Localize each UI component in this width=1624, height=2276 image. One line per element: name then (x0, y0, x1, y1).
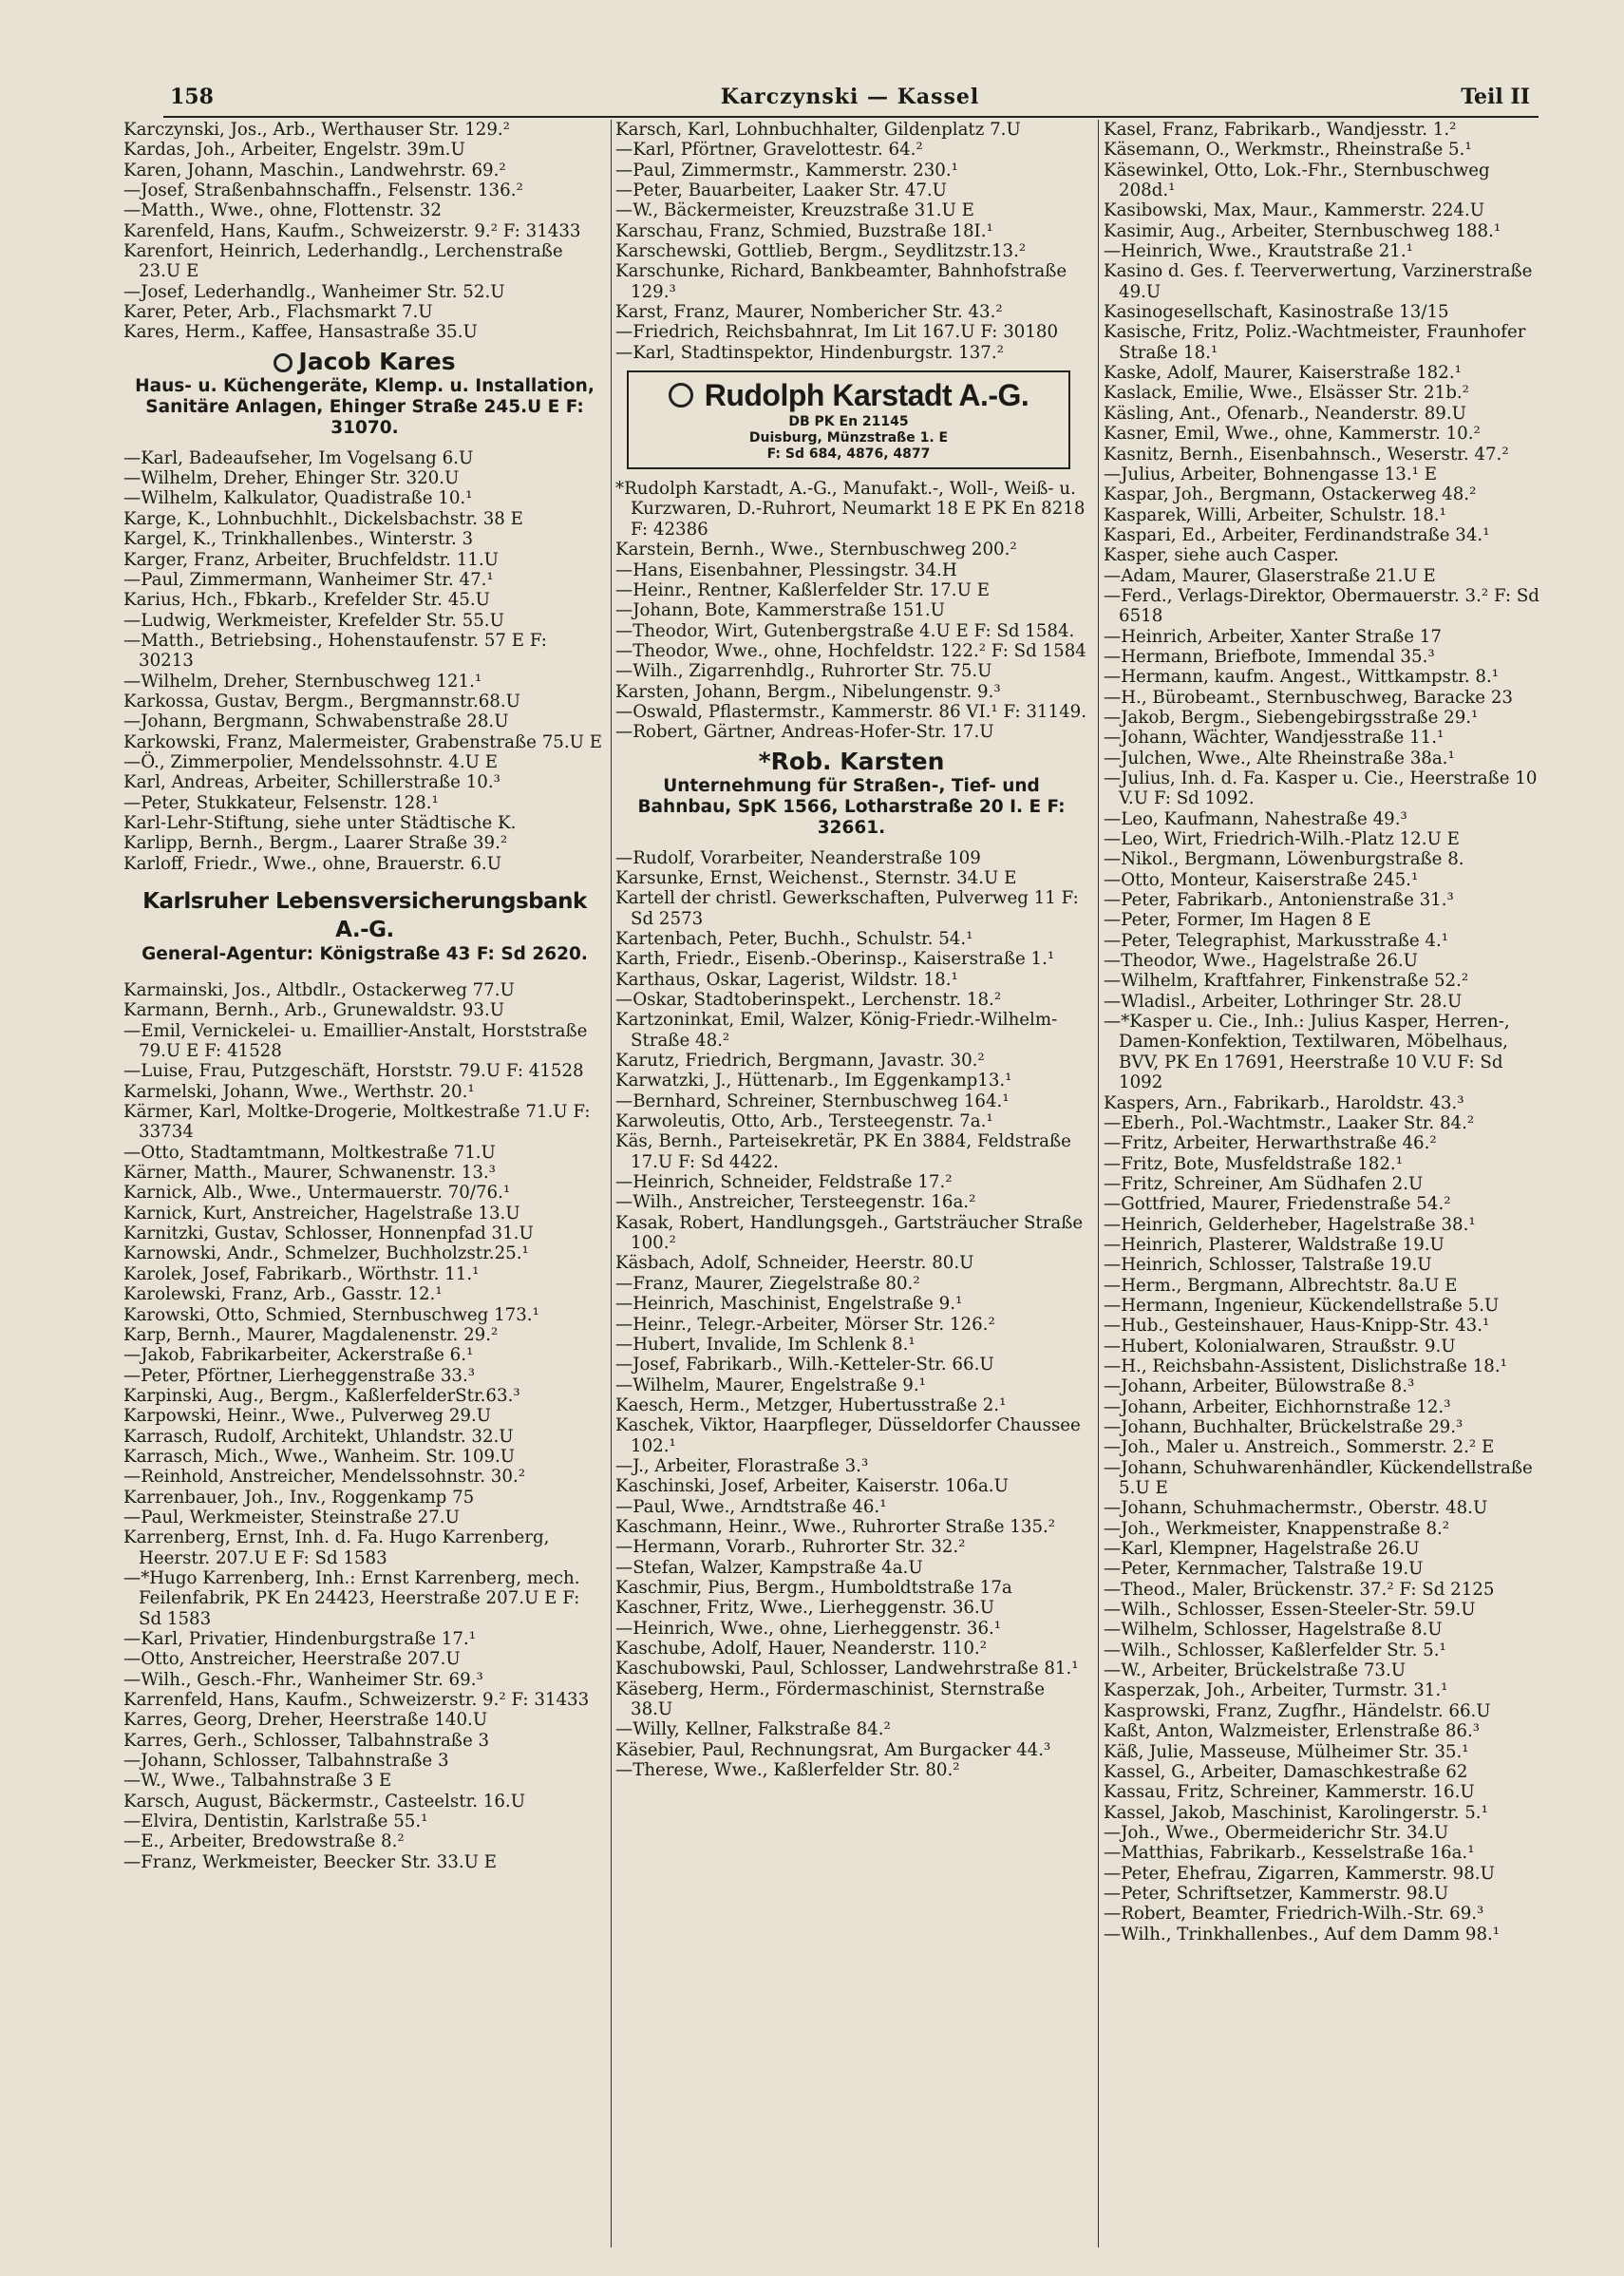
directory-entry: —Karl, Klempner, Hagelstraße 26.U (1104, 1539, 1420, 1560)
directory-entry: Karstein, Bernh., Wwe., Sternbuschweg 200.² (615, 540, 1017, 560)
directory-entry: —Peter, Fabrikarb., Antonienstraße 31.³ (1104, 890, 1454, 911)
directory-entry: Karschewski, Gottlieb, Bergm., Seydlitzstr.13.² (615, 241, 1027, 262)
directory-entry: Karres, Gerh., Schlosser, Talbahnstraße 3 (123, 1730, 490, 1751)
directory-entry: Kaßt, Anton, Walzmeister, Erlenstraße 86.³ (1104, 1721, 1481, 1742)
directory-entry: —Joh., Werkmeister, Knappenstraße 8.² (1104, 1518, 1450, 1539)
directory-entry: Karmelski, Johann, Wwe., Werthstr. 20.¹ (123, 1081, 475, 1102)
directory-entry: —Wilhelm, Kraftfahrer, Finkenstraße 52.² (1104, 971, 1469, 992)
directory-entry: —Hans, Eisenbahner, Plessingstr. 34.H (615, 560, 957, 580)
advertisement-line: F: Sd 684, 4876, 4877 (766, 446, 931, 463)
directory-entry: —Adam, Maurer, Glaserstraße 21.U E (1104, 565, 1436, 586)
directory-entry: Karmainski, Jos., Altbdlr., Ostackerweg 77.U (123, 980, 515, 1000)
directory-entry: —W., Arbeiter, Brückelstraße 73.U (1104, 1660, 1407, 1681)
directory-entry: Karp, Bernh., Maurer, Magdalenenstr. 29.² (123, 1324, 499, 1345)
directory-entry: —Johann, Schuhwarenhändler, Kückendellstraße 5.U E (1104, 1457, 1533, 1499)
directory-entry: Karenfeld, Hans, Kaufm., Schweizerstr. 9.² F: 31433 (123, 220, 581, 241)
column-divider (1098, 120, 1099, 2248)
directory-entry: —Johann, Arbeiter, Bülowstraße 8.³ (1104, 1376, 1415, 1397)
directory-entry: —Rudolf, Vorarbeiter, Neanderstraße 109 (615, 847, 981, 868)
directory-entry: Kasner, Emil, Wwe., ohne, Kammerstr. 10.² (1104, 424, 1481, 445)
directory-entry: Karkossa, Gustav, Bergm., Bergmannstr.68.U (123, 691, 520, 711)
directory-entry: Kartzoninkat, Emil, Walzer, König-Friedr.-Wilhelm-Straße 48.² (615, 1010, 1058, 1051)
directory-entry: Kasel, Franz, Fabrikarb., Wandjesstr. 1.² (1104, 120, 1457, 140)
directory-entry: —Wilhelm, Dreher, Ehinger Str. 320.U (123, 468, 460, 489)
directory-entry: —Franz, Maurer, Ziegelstraße 80.² (615, 1273, 920, 1294)
directory-entry: —Elvira, Dentistin, Karlstraße 55.¹ (123, 1811, 428, 1832)
directory-entry: —Theodor, Wirt, Gutenbergstraße 4.U E F: Sd 1584. (615, 620, 1075, 641)
directory-entry: —Robert, Gärtner, Andreas-Hofer-Str. 17.U (615, 722, 994, 743)
directory-entry: Karenfort, Heinrich, Lederhandlg., Lerchenstraße 23.U E (123, 241, 563, 282)
directory-entry: —Johann, Schlosser, Talbahnstraße 3 (123, 1751, 449, 1772)
directory-entry: —Gottfried, Maurer, Friedenstraße 54.² (1104, 1194, 1451, 1215)
directory-entry: Käseberg, Herm., Fördermaschinist, Sternstraße 38.U (615, 1679, 1046, 1720)
running-title: Karczynski — Kassel (720, 85, 980, 109)
directory-entry: Karmann, Bernh., Arb., Grunewaldstr. 93.U (123, 1000, 505, 1021)
directory-entry: —Peter, Bauarbeiter, Laaker Str. 47.U (615, 180, 948, 201)
directory-entry: —Wladisl., Arbeiter, Lothringer Str. 28.U (1104, 991, 1463, 1012)
directory-entry: —Heinr., Rentner, Kaßlerfelder Str. 17.U E (615, 579, 990, 600)
directory-entry: —Matth., Wwe., ohne, Flottenstr. 32 (123, 200, 442, 221)
directory-entry: Karschau, Franz, Schmied, Buzstraße 18I.¹ (615, 220, 993, 241)
directory-entry: —Hub., Gesteinshauer, Haus-Knipp-Str. 43.¹ (1104, 1316, 1490, 1337)
directory-entry: —Paul, Werkmeister, Steinstraße 27.U (123, 1507, 460, 1527)
directory-entry: —Luise, Frau, Putzgeschäft, Horststr. 79.U F: 41528 (123, 1061, 584, 1082)
directory-entry: —Hubert, Invalide, Im Schlenk 8.¹ (615, 1334, 916, 1355)
directory-entry: —Wilh., Schlosser, Kaßlerfelder Str. 5.¹ (1104, 1640, 1446, 1660)
directory-entry: —Heinrich, Plasterer, Waldstraße 19.U (1104, 1234, 1445, 1255)
directory-entry: Karth, Friedr., Eisenb.-Oberinsp., Kaiserstraße 1.¹ (615, 949, 1055, 970)
directory-entry: —Karl, Pförtner, Gravelottestr. 64.² (615, 140, 923, 161)
directory-entry: —Bernhard, Schreiner, Sternbuschweg 164.¹ (615, 1091, 1010, 1111)
directory-entry: —Fritz, Schreiner, Am Südhafen 2.U (1104, 1173, 1424, 1194)
directory-entry: Käs, Bernh., Parteisekretär, PK En 3884, Feldstraße 17.U F: Sd 4422. (615, 1131, 1071, 1172)
directory-entry: —Leo, Wirt, Friedrich-Wilh.-Platz 12.U E (1104, 829, 1460, 850)
directory-entry: Karthaus, Oskar, Lagerist, Wildstr. 18.¹ (615, 969, 958, 990)
directory-entry: Karl, Andreas, Arbeiter, Schillerstraße 10.³ (123, 772, 500, 793)
directory-entry: —Peter, Former, Im Hagen 8 E (1104, 910, 1371, 931)
column-1 (123, 120, 606, 2248)
directory-entry: Karger, Franz, Arbeiter, Bruchfeldstr. 11.U (123, 549, 499, 570)
directory-entry: —Karl, Stadtinspektor, Hindenburgstr. 137.² (615, 342, 1004, 363)
directory-entry: Kaschube, Adolf, Hauer, Neanderstr. 110.² (615, 1639, 987, 1659)
directory-entry: —Wilhelm, Schlosser, Hagelstraße 8.U (1104, 1620, 1443, 1641)
directory-entry: —Fritz, Bote, Musfeldstraße 182.¹ (1104, 1153, 1404, 1174)
directory-entry: Karrenbauer, Joh., Inv., Roggenkamp 75 (123, 1487, 475, 1508)
directory-entry: Kassau, Fritz, Schreiner, Kammerstr. 16.U (1104, 1782, 1475, 1803)
column-2 (615, 120, 1087, 2248)
directory-entry: —Oswald, Pflastermstr., Kammerstr. 86 VI.¹ F: 31149. (615, 701, 1086, 722)
page-number: 158 (170, 85, 214, 109)
directory-entry: —Herm., Bergmann, Albrechtstr. 8a.U E (1104, 1275, 1458, 1296)
directory-entry: Kaspari, Ed., Arbeiter, Ferdinandstraße 34.¹ (1104, 524, 1490, 545)
directory-entry: —Franz, Werkmeister, Beecker Str. 33.U E (123, 1851, 498, 1872)
part-label: Teil II (1461, 85, 1530, 109)
directory-entry: —Jakob, Bergm., Siebengebirgsstraße 29.¹ (1104, 707, 1479, 728)
directory-entry: Kärmer, Karl, Moltke-Drogerie, Moltkestraße 71.U F: 33734 (123, 1102, 591, 1143)
directory-entry: *Rudolph Karstadt, A.-G., Manufakt.-, Woll-, Weiß- u. Kurzwaren, D.-Ruhrort, Neumarkt 18 E PK En 8218 F: 42386 (615, 479, 1086, 540)
directory-entry: —*Kasper u. Cie., Inh.: Julius Kasper, Herren-, Damen-Konfektion, Textilwaren, Möbelhaus, BVV, PK En 17691, Heerstraße 10 V.U F: Sd 1092 (1104, 1012, 1510, 1093)
directory-entry: —Peter, Telegraphist, Markusstraße 4.¹ (1104, 930, 1449, 951)
directory-entry: Kasino d. Ges. f. Teerverwertung, Varzinerstraße 49.U (1104, 261, 1533, 302)
column-divider (611, 120, 612, 2248)
directory-entry: Kasperzak, Joh., Arbeiter, Turmstr. 31.¹ (1104, 1680, 1448, 1701)
directory-entry: Kasinogesellschaft, Kasinostraße 13/15 (1104, 302, 1449, 323)
directory-entry: —Otto, Anstreicher, Heerstraße 207.U (123, 1649, 461, 1670)
advertisement-line: DB PK En 21145 (788, 414, 909, 430)
directory-entry: —Peter, Pförtner, Lierheggenstraße 33.³ (123, 1365, 476, 1386)
directory-entry: Karer, Peter, Arb., Flachsmarkt 7.U (123, 302, 433, 323)
directory-entry: Kaesch, Herm., Metzger, Hubertusstraße 2.¹ (615, 1394, 1007, 1415)
directory-entry: Karl-Lehr-Stiftung, siehe unter Städtische K. (123, 812, 517, 833)
directory-entry: —Heinrich, Wwe., ohne, Lierheggenstr. 36.¹ (615, 1618, 1002, 1639)
directory-entry: —Hermann, kaufm. Angest., Wittkampstr. 8.¹ (1104, 667, 1500, 688)
directory-entry: —E., Arbeiter, Bredowstraße 8.² (123, 1831, 405, 1852)
directory-entry: Kaspers, Arn., Fabrikarb., Haroldstr. 43.³ (1104, 1092, 1464, 1113)
directory-entry: —Peter, Kernmacher, Talstraße 19.U (1104, 1559, 1424, 1580)
directory-entry: Karrenberg, Ernst, Inh. d. Fa. Hugo Karrenberg, Heerstr. 207.U E F: Sd 1583 (123, 1527, 550, 1568)
business-advertisement (615, 748, 1087, 839)
directory-entry: —H., Reichsbahn-Assistent, Dislichstraße 18.¹ (1104, 1356, 1507, 1376)
directory-entry: —Nikol., Bergmann, Löwenburgstraße 8. (1104, 849, 1464, 870)
directory-entry: —W., Bäckermeister, Kreuzstraße 31.U E (615, 200, 974, 221)
directory-entry: —Heinrich, Wwe., Krautstraße 21.¹ (1104, 241, 1413, 262)
directory-entry: —Johann, Bergmann, Schwabenstraße 28.U (123, 711, 509, 732)
directory-entry: —Otto, Monteur, Kaiserstraße 245.¹ (1104, 869, 1419, 890)
directory-entry: —Peter, Stukkateur, Felsenstr. 128.¹ (123, 792, 439, 813)
directory-entry: Karolek, Josef, Fabrikarb., Wörthstr. 11.¹ (123, 1263, 480, 1284)
directory-entry: —Josef, Straßenbahnschaffn., Felsenstr. 136.² (123, 180, 523, 201)
advertisement-title (634, 376, 1063, 414)
directory-entry: —Wilh., Anstreicher, Tersteegenstr. 16a.² (615, 1192, 976, 1213)
directory-entry: Käsling, Ant., Ofenarb., Neanderstr. 89.U (1104, 403, 1466, 424)
directory-entry: —Otto, Stadtamtmann, Moltkestraße 71.U (123, 1142, 496, 1163)
directory-entry: —Hermann, Briefbote, Immendal 35.³ (1104, 646, 1435, 667)
directory-entry: Karge, K., Lohnbuchhlt., Dickelsbachstr. 38 E (123, 508, 523, 529)
directory-entry: Karschunke, Richard, Bankbeamter, Bahnhofstraße 129.³ (615, 261, 1067, 302)
directory-entry: Karlipp, Bernh., Bergm., Laarer Straße 39.² (123, 833, 508, 854)
directory-entry: —Peter, Schriftsetzer, Kammerstr. 98.U (1104, 1883, 1449, 1904)
directory-entry: Käsewinkel, Otto, Lok.-Fhr., Sternbuschweg 208d.¹ (1104, 160, 1490, 201)
directory-entry: Käsebier, Paul, Rechnungsrat, Am Burgacker 44.³ (615, 1739, 1051, 1760)
directory-entry: Karowski, Otto, Schmied, Sternbuschweg 173.¹ (123, 1304, 539, 1325)
advertisement-title (123, 348, 606, 376)
directory-entry: —Friedrich, Reichsbahnrat, Im Lit 167.U F: 30180 (615, 322, 1059, 343)
directory-entry: —*Hugo Karrenberg, Inh.: Ernst Karrenberg, mech. Feilenfabrik, PK En 24423, Heerstraße 207.U E F: Sd 1583 (123, 1567, 580, 1629)
directory-entry: —Ferd., Verlags-Direktor, Obermauerstr. 3.² F: Sd 6518 (1104, 585, 1539, 627)
directory-entry: —Fritz, Arbeiter, Herwarthstraße 46.² (1104, 1133, 1437, 1154)
directory-entry: —Theod., Maler, Brückenstr. 37.² F: Sd 2125 (1104, 1579, 1495, 1600)
directory-entry: Kaschek, Viktor, Haarpfleger, Düsseldorfer Chaussee 102.¹ (615, 1415, 1081, 1456)
directory-entry: —Theodor, Wwe., ohne, Hochfeldstr. 122.² F: Sd 1584 (615, 640, 1086, 661)
page-header (166, 81, 1534, 119)
directory-entry: —Heinr., Telegr.-Arbeiter, Mörser Str. 126.² (615, 1314, 995, 1335)
directory-entry: —Johann, Buchhalter, Brückelstraße 29.³ (1104, 1417, 1463, 1437)
directory-entry: —Joh., Maler u. Anstreich., Sommerstr. 2.² E (1104, 1437, 1495, 1458)
directory-entry: Kassel, Jakob, Maschinist, Karolingerstr. 5.¹ (1104, 1802, 1488, 1823)
directory-entry: —Karl, Badeaufseher, Im Vogelsang 6.U (123, 447, 474, 468)
directory-entry: —Matth., Betriebsing., Hohenstaufenstr. 57 E F: 30213 (123, 630, 547, 672)
directory-entry: Kasibowski, Max, Maur., Kammerstr. 224.U (1104, 200, 1485, 221)
directory-entry: Kaspar, Joh., Bergmann, Ostackerweg 48.² (1104, 484, 1477, 505)
directory-entry: —Johann, Schuhmachermstr., Oberstr. 48.U (1104, 1498, 1488, 1519)
directory-entry: —Julius, Inh. d. Fa. Kasper u. Cie., Heerstraße 10 V.U F: Sd 1092. (1104, 768, 1538, 809)
directory-entry: —Paul, Zimmermann, Wanheimer Str. 47.¹ (123, 569, 494, 590)
directory-entry: Karsch, August, Bäckermstr., Casteelstr. 16.U (123, 1791, 526, 1811)
directory-entry: —Wilh., Zigarrenhdlg., Ruhrorter Str. 75.U (615, 661, 992, 682)
header-rule (163, 116, 1539, 118)
directory-entry: —Eberh., Pol.-Wachtmstr., Laaker Str. 84.² (1104, 1112, 1475, 1133)
directory-entry: —Stefan, Walzer, Kampstraße 4a.U (615, 1557, 923, 1578)
advertisement-details: General-Agentur: Königstraße 43 F: Sd 2620. (142, 944, 588, 964)
directory-entry: Karutz, Friedrich, Bergmann, Javastr. 30.² (615, 1051, 985, 1072)
directory-entry: Kaschmir, Pius, Bergm., Humboldtstraße 17a (615, 1577, 1012, 1598)
directory-entry: Karloff, Friedr., Wwe., ohne, Brauerstr. 6.U (123, 853, 502, 874)
directory-entry: Kaske, Adolf, Maurer, Kaiserstraße 182.¹ (1104, 363, 1462, 384)
directory-entry: Kares, Herm., Kaffee, Hansastraße 35.U (123, 322, 478, 343)
directory-entry: —Karl, Privatier, Hindenburgstraße 17.¹ (123, 1629, 476, 1649)
directory-entry: Karius, Hch., Fbkarb., Krefelder Str. 45.U (123, 590, 490, 611)
advertisement-line: Duisburg, Münzstraße 1. E (748, 430, 949, 446)
directory-entry: Karst, Franz, Maurer, Nombericher Str. 43.² (615, 302, 1003, 323)
directory-entry: —J., Arbeiter, Florastraße 3.³ (615, 1455, 869, 1476)
directory-entry: —Matthias, Fabrikarb., Kesselstraße 16a.¹ (1104, 1843, 1475, 1864)
directory-entry: —Johann, Bote, Kammerstraße 151.U (615, 600, 946, 621)
directory-entry: —W., Wwe., Talbahnstraße 3 E (123, 1771, 392, 1792)
advertisement-name: Jacob Kares (298, 347, 456, 375)
directory-entry: —Julius, Arbeiter, Bohnengasse 13.¹ E (1104, 464, 1438, 484)
directory-entry: Karsunke, Ernst, Weichenst., Sternstr. 34.U E (615, 867, 1017, 888)
directory-entry: —Oskar, Stadtoberinspekt., Lerchenstr. 18.² (615, 990, 1002, 1010)
directory-entry: —Wilh., Trinkhallenbes., Auf dem Damm 98.¹ (1104, 1924, 1501, 1944)
directory-entry: Kaschinski, Josef, Arbeiter, Kaiserstr. 106a.U (615, 1476, 1009, 1497)
directory-entry: Karczynski, Jos., Arb., Werthauser Str. 129.² (123, 120, 510, 140)
column-3 (1104, 120, 1540, 2248)
advertisement-name: Karlsruher Lebensversicherungsbank A.-G. (142, 889, 587, 942)
ring-logo-icon (274, 353, 293, 372)
directory-entry: Kasprowski, Franz, Zugfhr., Händelstr. 66.U (1104, 1700, 1491, 1721)
directory-entry: Karrenfeld, Hans, Kaufm., Schweizerstr. 9.² F: 31433 (123, 1690, 590, 1711)
directory-entry: Karsten, Johann, Bergm., Nibelungenstr. 9.³ (615, 681, 1001, 702)
directory-entry: Karkowski, Franz, Malermeister, Grabenstraße 75.U E (123, 731, 603, 752)
directory-entry: —Wilhelm, Maurer, Engelstraße 9.¹ (615, 1375, 926, 1395)
directory-entry: Kasische, Fritz, Poliz.-Wachtmeister, Fraunhofer Straße 18.¹ (1104, 322, 1526, 363)
directory-entry: Karrasch, Mich., Wwe., Wanheim. Str. 109.U (123, 1446, 516, 1467)
directory-entry: Kasimir, Aug., Arbeiter, Sternbuschweg 188.¹ (1104, 220, 1501, 241)
directory-entry: Karen, Johann, Maschin., Landwehrstr. 69.² (123, 160, 506, 180)
directory-entry: Karpowski, Heinr., Wwe., Pulverweg 29.U (123, 1406, 492, 1427)
directory-entry: Kartell der christl. Gewerkschaften, Pulverweg 11 F: Sd 2573 (615, 888, 1079, 929)
directory-entry: —Willy, Kellner, Falkstraße 84.² (615, 1719, 891, 1740)
directory-entry: —Hubert, Kolonialwaren, Straußstr. 9.U (1104, 1336, 1456, 1356)
directory-entry: —Therese, Wwe., Kaßlerfelder Str. 80.² (615, 1760, 960, 1781)
directory-entry: Kaslack, Emilie, Wwe., Elsässer Str. 21b.² (1104, 383, 1469, 404)
directory-entry: —Heinrich, Arbeiter, Xanter Straße 17 (1104, 626, 1442, 647)
directory-entry: Karwatzki, J., Hüttenarb., Im Eggenkamp13.¹ (615, 1071, 1012, 1091)
advertisement-name: *Rob. Karsten (758, 747, 945, 775)
advertisement-name: Rudolph Karstadt A.-G. (704, 378, 1029, 413)
boxed-advertisement (627, 370, 1070, 469)
directory-entry: Käß, Julie, Masseuse, Mülheimer Str. 35.¹ (1104, 1741, 1469, 1762)
directory-entry: —Reinhold, Anstreicher, Mendelssohnstr. 30.² (123, 1467, 526, 1488)
directory-entry: Karsch, Karl, Lohnbuchhalter, Gildenplatz 7.U (615, 120, 1021, 140)
directory-entry: Kassel, G., Arbeiter, Damaschkestraße 62 (1104, 1761, 1468, 1782)
directory-entry: Karres, Georg, Dreher, Heerstraße 140.U (123, 1710, 488, 1731)
directory-entry: Kärner, Matth., Maurer, Schwanenstr. 13.³ (123, 1163, 496, 1184)
directory-entry: Kaschner, Fritz, Wwe., Lierheggenstr. 36.U (615, 1598, 995, 1619)
advertisement-details: Haus- u. Küchengeräte, Klemp. u. Installation, Sanitäre Anlagen, Ehinger Straße 245.U E F: 31070. (135, 375, 595, 438)
directory-entry: —Josef, Fabrikarb., Wilh.-Ketteler-Str. 66.U (615, 1355, 994, 1375)
directory-entry: Käsbach, Adolf, Schneider, Heerstr. 80.U (615, 1253, 974, 1274)
directory-entry: —Josef, Lederhandlg., Wanheimer Str. 52.U (123, 281, 505, 302)
advertisement-title (615, 748, 1087, 776)
directory-entry: Kargel, K., Trinkhallenbes., Winterstr. 3 (123, 529, 474, 550)
directory-entry: Karwoleutis, Otto, Arb., Tersteegenstr. 7a.¹ (615, 1111, 993, 1132)
directory-entry: —Paul, Zimmermstr., Kammerstr. 230.¹ (615, 160, 958, 180)
directory-entry: —Wilh., Schlosser, Essen-Steeler-Str. 59.U (1104, 1600, 1476, 1621)
directory-entry: Kardas, Joh., Arbeiter, Engelstr. 39m.U (123, 140, 465, 161)
directory-entry: —Theodor, Wwe., Hagelstraße 26.U (1104, 951, 1419, 972)
directory-entry: —Heinrich, Gelderheber, Hagelstraße 38.¹ (1104, 1214, 1476, 1235)
directory-entry: —Heinrich, Schlosser, Talstraße 19.U (1104, 1255, 1432, 1276)
directory-entry: Kaschubowski, Paul, Schlosser, Landwehrstraße 81.¹ (615, 1659, 1079, 1679)
directory-entry: —Heinrich, Schneider, Feldstraße 17.² (615, 1172, 953, 1193)
directory-entry: —Jakob, Fabrikarbeiter, Ackerstraße 6.¹ (123, 1345, 474, 1366)
directory-entry: —Heinrich, Maschinist, Engelstraße 9.¹ (615, 1294, 963, 1315)
directory-entry: —Wilhelm, Kalkulator, Quadistraße 10.¹ (123, 488, 473, 509)
directory-entry: Karrasch, Rudolf, Architekt, Uhlandstr. 32.U (123, 1426, 514, 1447)
directory-entry: —Peter, Ehefrau, Zigarren, Kammerstr. 98.U (1104, 1863, 1495, 1884)
directory-entry: Kasnitz, Bernh., Eisenbahnsch., Weserstr. 47.² (1104, 444, 1509, 465)
directory-entry: Karolewski, Franz, Arb., Gasstr. 12.¹ (123, 1284, 443, 1305)
directory-entry: Karnick, Kurt, Anstreicher, Hagelstraße 13.U (123, 1203, 520, 1223)
directory-entry: —Ö., Zimmerpolier, Mendelssohnstr. 4.U E (123, 751, 499, 772)
directory-entry: —Wilh., Gesch.-Fhr., Wanheimer Str. 69.³ (123, 1669, 483, 1690)
directory-entry: —Ludwig, Werkmeister, Krefelder Str. 55.U (123, 610, 504, 631)
directory-entry: —Julchen, Wwe., Alte Rheinstraße 38a.¹ (1104, 748, 1455, 768)
directory-entry: —Joh., Wwe., Obermeiderichr Str. 34.U (1104, 1822, 1449, 1843)
directory-entry: —Hermann, Vorarb., Ruhrorter Str. 32.² (615, 1537, 966, 1558)
business-advertisement (123, 348, 606, 439)
directory-entry: Kasper, siehe auch Casper. (1104, 545, 1339, 566)
ring-logo-icon (669, 383, 693, 408)
directory-entry: —Robert, Beamter, Friedrich-Wilh.-Str. 69.³ (1104, 1904, 1484, 1925)
directory-entry: —Leo, Kaufmann, Nahestraße 49.³ (1104, 808, 1407, 829)
directory-entry: Karnowski, Andr., Schmelzer, Buchholzstr.25.¹ (123, 1243, 529, 1264)
directory-entry: —Wilhelm, Dreher, Sternbuschweg 121.¹ (123, 671, 482, 692)
directory-entry: —Emil, Vernickelei- u. Emaillier-Anstalt, Horststraße 79.U E F: 41528 (123, 1020, 588, 1062)
directory-entry: Kasparek, Willi, Arbeiter, Schulstr. 18.¹ (1104, 504, 1446, 525)
directory-entry: —Johann, Arbeiter, Eichhornstraße 12.³ (1104, 1396, 1451, 1417)
directory-entry: —Hermann, Ingenieur, Kückendellstraße 5.U (1104, 1295, 1500, 1316)
directory-entry: Kasak, Robert, Handlungsgeh., Gartsträucher Straße 100.² (615, 1212, 1084, 1254)
directory-entry: Karpinski, Aug., Bergm., KaßlerfelderStr.63.³ (123, 1385, 520, 1406)
directory-entry: Karnitzki, Gustav, Schlosser, Honnenpfad 31.U (123, 1223, 534, 1244)
directory-entry: Käsemann, O., Werkmstr., Rheinstraße 5.¹ (1104, 140, 1472, 161)
directory-entry: Kaschmann, Heinr., Wwe., Ruhrorter Straße 135.² (615, 1516, 1056, 1537)
directory-entry: Kartenbach, Peter, Buchh., Schulstr. 54.¹ (615, 928, 973, 949)
business-advertisement (123, 887, 606, 965)
directory-entry: —Paul, Wwe., Arndtstraße 46.¹ (615, 1496, 887, 1517)
advertisement-details: Unternehmung für Straßen-, Tief- und Bahnbau, SpK 1566, Lotharstraße 20 I. E F: 32661. (637, 775, 1066, 838)
directory-entry: —Johann, Wächter, Wandjesstraße 11.¹ (1104, 728, 1445, 749)
directory-entry: Karnick, Alb., Wwe., Untermauerstr. 70/76.¹ (123, 1183, 511, 1204)
directory-entry: —H., Bürobeamt., Sternbuschweg, Baracke 23 (1104, 687, 1513, 708)
